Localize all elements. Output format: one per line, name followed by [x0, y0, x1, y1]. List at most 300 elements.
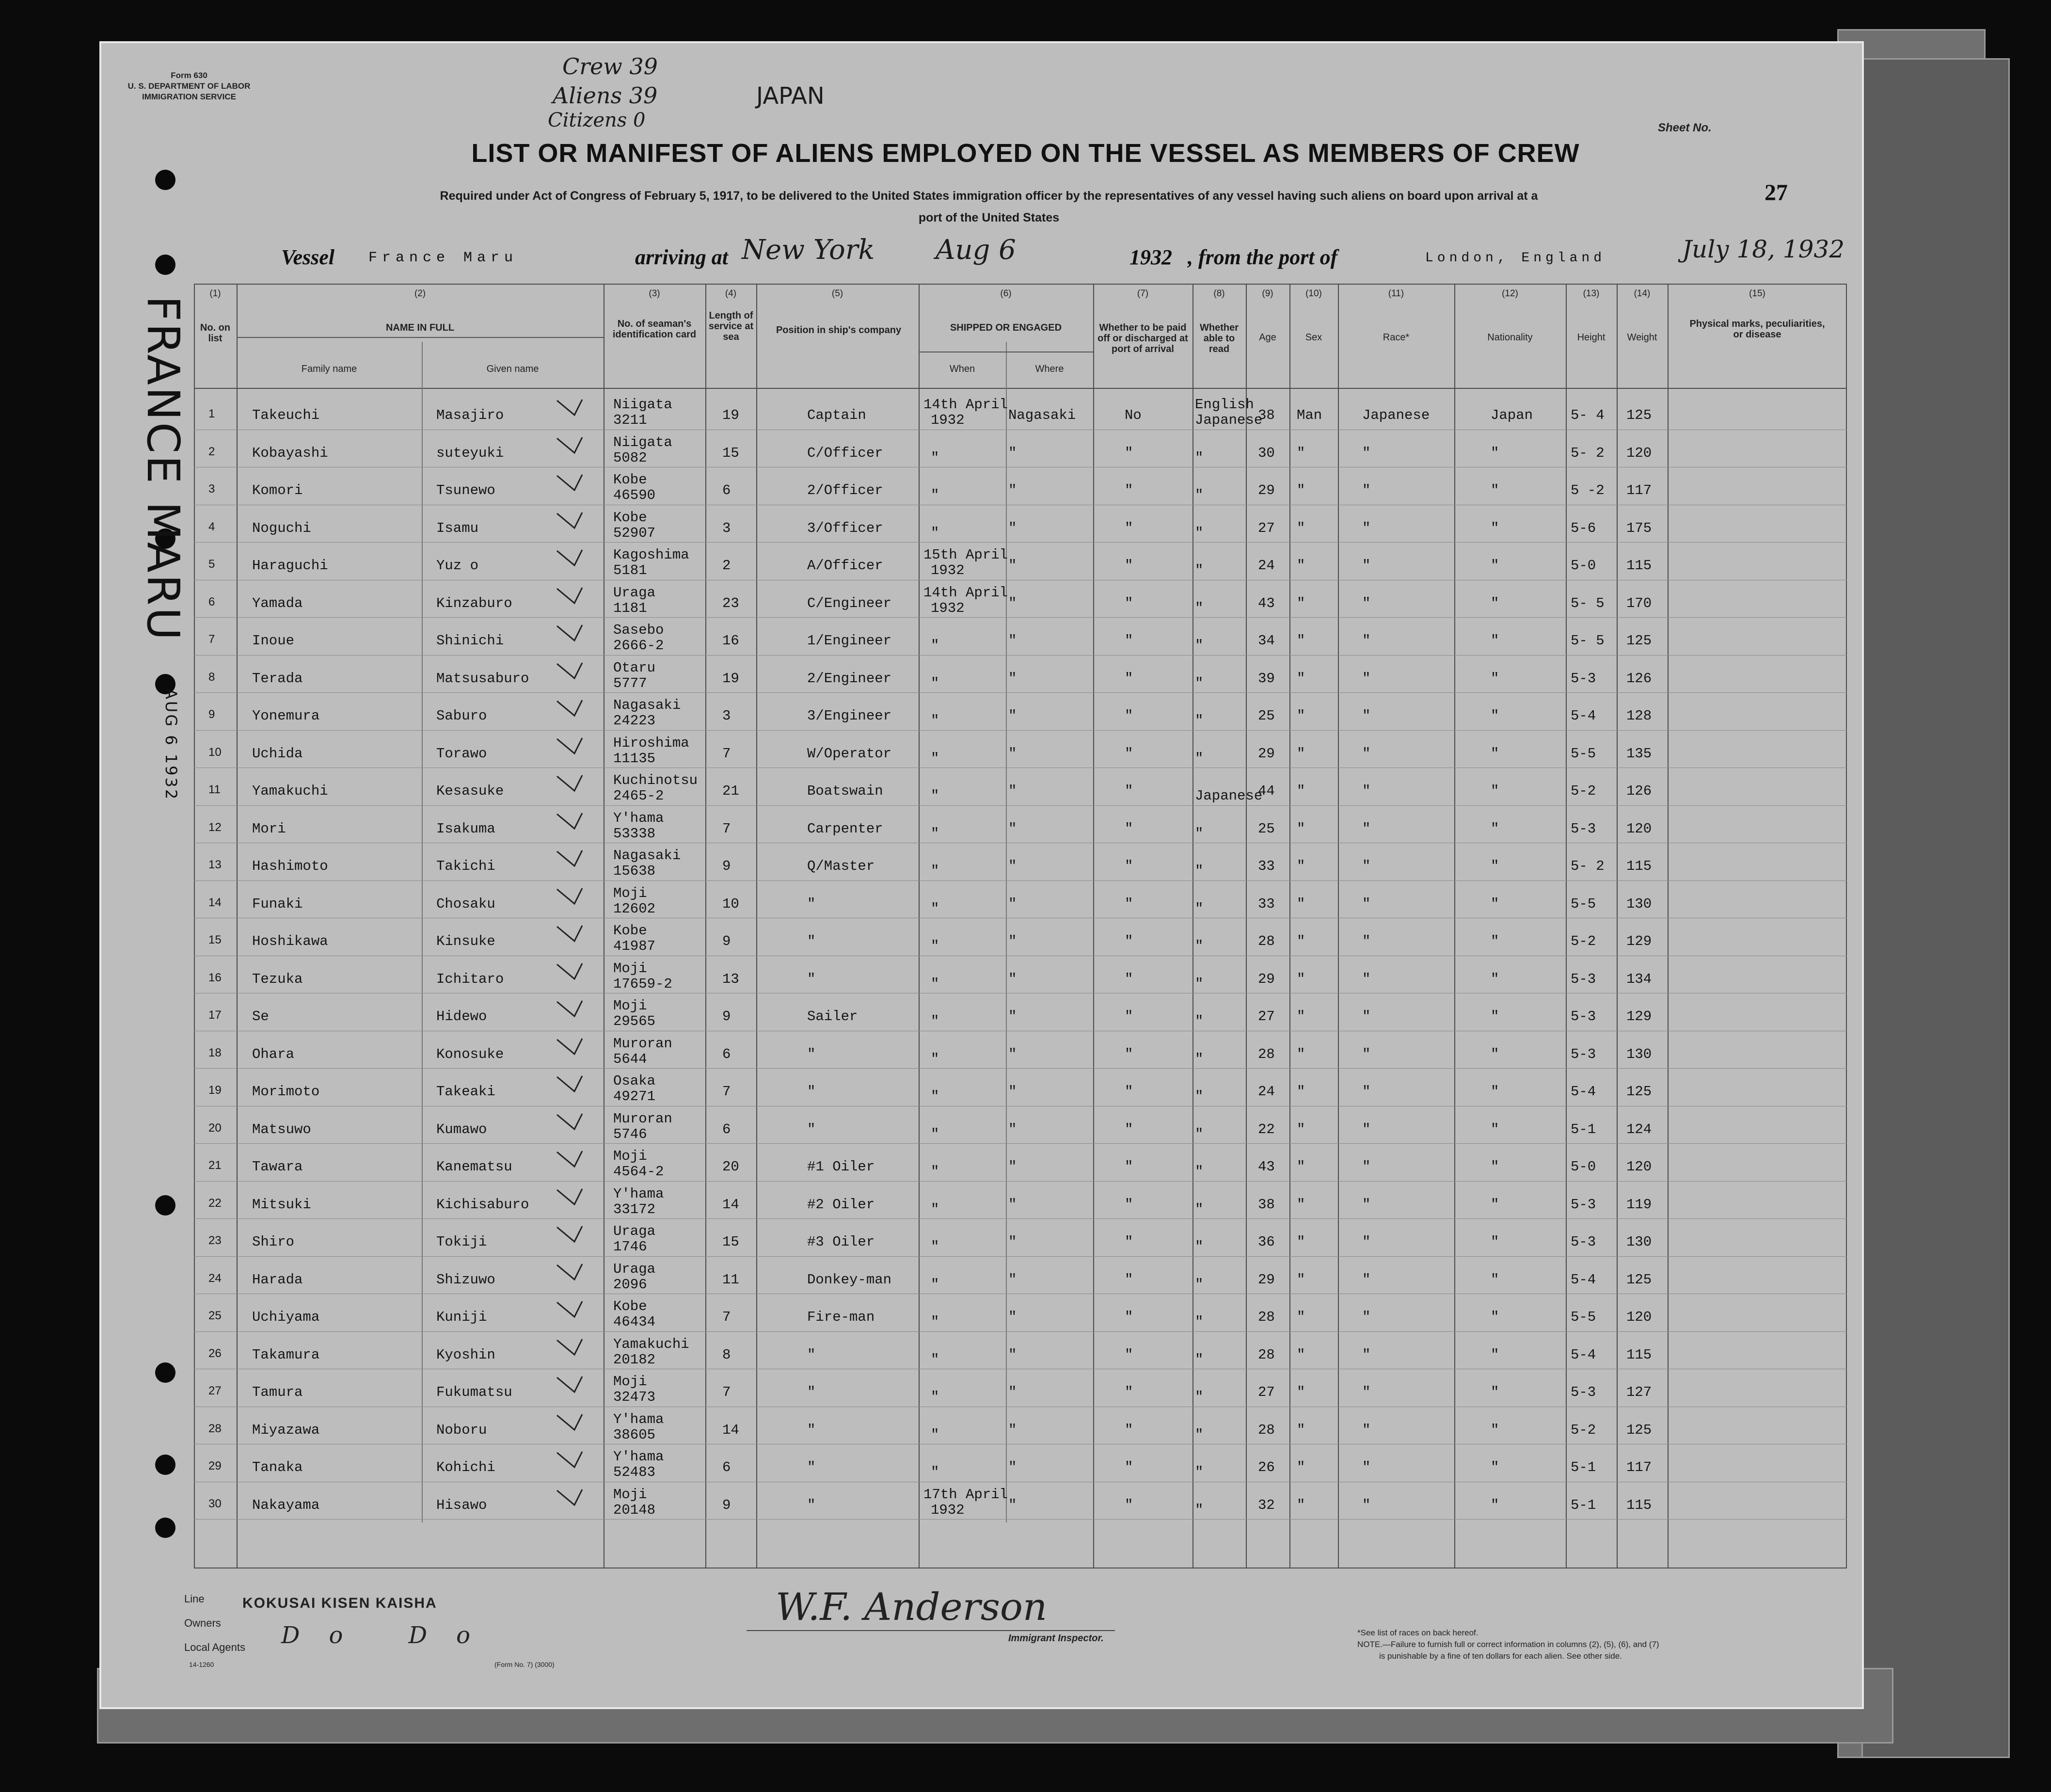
- id-card-number: 5644: [613, 1051, 647, 1067]
- given-name: Kuniji: [436, 1309, 487, 1325]
- id-card-number: 1181: [613, 600, 647, 616]
- family-name: Se: [252, 1008, 269, 1024]
- id-card-place: Y'hama: [613, 1411, 664, 1427]
- weight: 120: [1626, 445, 1652, 461]
- service-length: 11: [722, 1271, 739, 1288]
- weight: 117: [1626, 482, 1652, 498]
- id-card-number: 46590: [613, 487, 656, 503]
- race: Japanese: [1362, 407, 1430, 423]
- height: 5-4: [1571, 1271, 1596, 1288]
- table-row: [194, 581, 1847, 618]
- col-header-id-card: No. of seaman's identification card: [612, 319, 697, 340]
- agents-label: Local Agents: [184, 1641, 245, 1653]
- able-to-read-2: ": [1195, 825, 1204, 842]
- margin-date-stamp: AUG 6 1932: [162, 688, 180, 801]
- id-card-place: Moji: [613, 885, 647, 901]
- race: ": [1362, 1346, 1371, 1363]
- given-name: Takichi: [436, 858, 495, 874]
- table-row: [194, 1332, 1847, 1369]
- height: 5-1: [1571, 1497, 1596, 1513]
- sex: ": [1297, 933, 1305, 949]
- arrival-port: New York: [742, 234, 875, 266]
- given-name: Chosaku: [436, 896, 495, 912]
- row-number: 8: [208, 670, 215, 684]
- paid-off: ": [1125, 1196, 1133, 1213]
- service-length: 8: [722, 1346, 731, 1363]
- nationality: ": [1491, 896, 1499, 912]
- check-mark-icon: [555, 548, 584, 567]
- nationality: ": [1491, 1046, 1499, 1062]
- row-number: 29: [208, 1459, 222, 1472]
- row-number: 23: [208, 1234, 222, 1247]
- id-card-place: Kuchinotsu: [613, 772, 698, 788]
- col-num-15: (15): [1749, 288, 1765, 299]
- shipped-when-year: ": [931, 863, 939, 879]
- able-to-read-2: ": [1195, 1201, 1204, 1217]
- given-name: Torawo: [436, 745, 487, 762]
- weight: 129: [1626, 933, 1652, 949]
- shipped-when-date: 15th April: [923, 547, 1008, 563]
- shipped-when-year: ": [931, 1239, 939, 1255]
- family-name: Takeuchi: [252, 407, 320, 423]
- sex: ": [1297, 896, 1305, 912]
- given-name: Kichisaburo: [436, 1196, 529, 1213]
- height: 5- 5: [1571, 633, 1605, 649]
- race: ": [1362, 595, 1371, 611]
- id-card-place: Y'hama: [613, 1449, 664, 1465]
- table-row: [194, 881, 1847, 918]
- page-subtitle-2: port of the United States: [918, 211, 1060, 224]
- id-card-number: 38605: [613, 1426, 656, 1443]
- id-card-number: 5181: [613, 562, 647, 578]
- shipped-where: ": [1008, 1121, 1017, 1137]
- id-card-place: Y'hama: [613, 810, 664, 826]
- height: 5-3: [1571, 1008, 1596, 1024]
- sex: ": [1297, 1121, 1305, 1137]
- service-length: 3: [722, 520, 731, 536]
- agents-value: Do Do: [281, 1622, 500, 1649]
- col-num-9: (9): [1262, 288, 1273, 299]
- nationality: ": [1491, 633, 1499, 649]
- family-name: Uchiyama: [252, 1309, 320, 1325]
- id-card-number: 53338: [613, 825, 656, 842]
- check-mark-icon: [555, 1224, 584, 1244]
- paid-off: ": [1125, 1309, 1133, 1325]
- family-name: Shiro: [252, 1234, 295, 1250]
- id-card-place: Hiroshima: [613, 735, 689, 751]
- nationality: ": [1491, 1084, 1499, 1100]
- paid-off: ": [1125, 896, 1133, 912]
- nationality: ": [1491, 445, 1499, 461]
- height: 5- 2: [1571, 445, 1605, 461]
- table-row: [194, 431, 1847, 467]
- position: ": [807, 933, 816, 949]
- shipped-when-year: ": [931, 1051, 939, 1067]
- height: 5-1: [1571, 1459, 1596, 1475]
- shipped-where: ": [1008, 520, 1017, 536]
- shipped-when-year: 1932: [931, 1502, 965, 1518]
- table-row: [194, 506, 1847, 543]
- check-mark-icon: [555, 586, 584, 605]
- id-card-number: 52483: [613, 1464, 656, 1480]
- given-name: Yuz o: [436, 558, 479, 574]
- height: 5-4: [1571, 708, 1596, 724]
- age: 28: [1258, 1309, 1275, 1325]
- position: Q/Master: [807, 858, 875, 874]
- row-number: 16: [208, 971, 222, 984]
- sex: ": [1297, 1309, 1305, 1325]
- service-length: 23: [722, 595, 739, 611]
- given-name: Hisawo: [436, 1497, 487, 1513]
- service-length: 7: [722, 1309, 731, 1325]
- paid-off: ": [1125, 670, 1133, 687]
- races-note: *See list of races on back hereof.: [1357, 1628, 1479, 1637]
- id-card-place: Kobe: [613, 509, 647, 526]
- given-name: Tsunewo: [436, 482, 495, 498]
- nationality: ": [1491, 670, 1499, 687]
- nationality: ": [1491, 1121, 1499, 1137]
- nationality: ": [1491, 1497, 1499, 1513]
- paid-off: ": [1125, 1159, 1133, 1175]
- sex: ": [1297, 1459, 1305, 1475]
- given-name: Shinichi: [436, 633, 504, 649]
- row-number: 30: [208, 1497, 222, 1510]
- height: 5 -2: [1571, 482, 1605, 498]
- height: 5- 5: [1571, 595, 1605, 611]
- row-number: 22: [208, 1196, 222, 1210]
- id-card-number: 4564-2: [613, 1164, 664, 1180]
- shipped-where: ": [1008, 633, 1017, 649]
- shipped-when-year: 1932: [931, 412, 965, 428]
- given-name: Takeaki: [436, 1084, 495, 1100]
- row-number: 28: [208, 1422, 222, 1435]
- id-card-number: 2465-2: [613, 788, 664, 804]
- shipped-when-year: ": [931, 713, 939, 729]
- given-name: Matsusaburo: [436, 670, 529, 687]
- given-name: Kumawo: [436, 1121, 487, 1137]
- able-to-read-2: ": [1195, 1502, 1204, 1518]
- family-name: Yamakuchi: [252, 783, 328, 799]
- weight: 125: [1626, 407, 1652, 423]
- position: ": [807, 1084, 816, 1100]
- shipped-where: ": [1008, 1459, 1017, 1475]
- family-name: Tamura: [252, 1384, 303, 1400]
- shipped-where: ": [1008, 1196, 1017, 1213]
- id-card-place: Niigata: [613, 434, 672, 450]
- shipped-when-year: ": [931, 487, 939, 503]
- shipped-where: ": [1008, 595, 1017, 611]
- height: 5-4: [1571, 1346, 1596, 1363]
- race: ": [1362, 971, 1371, 987]
- nationality: ": [1491, 1346, 1499, 1363]
- col-num-4: (4): [725, 288, 737, 299]
- position: Donkey-man: [807, 1271, 892, 1288]
- row-number: 21: [208, 1159, 222, 1172]
- paid-off: ": [1125, 1346, 1133, 1363]
- weight: 128: [1626, 708, 1652, 724]
- row-number: 18: [208, 1046, 222, 1059]
- paid-off: No: [1125, 407, 1142, 423]
- id-card-number: 41987: [613, 938, 656, 954]
- position: ": [807, 1459, 816, 1475]
- col-header-name: NAME IN FULL: [385, 322, 455, 333]
- col-header-position: Position in ship's company: [776, 325, 902, 336]
- age: 32: [1258, 1497, 1275, 1513]
- position: ": [807, 1422, 816, 1438]
- check-mark-icon: [555, 511, 584, 530]
- check-mark-icon: [555, 1149, 584, 1168]
- id-card-place: Moji: [613, 1486, 647, 1503]
- paid-off: ": [1125, 1459, 1133, 1475]
- form-code-2: (Form No. 7) (3000): [494, 1661, 555, 1668]
- race: ": [1362, 1422, 1371, 1438]
- sex: ": [1297, 445, 1305, 461]
- service-length: 9: [722, 1008, 731, 1024]
- sex: ": [1297, 558, 1305, 574]
- given-name: Kinzaburo: [436, 595, 512, 611]
- race: ": [1362, 933, 1371, 949]
- service-length: 15: [722, 445, 739, 461]
- height: 5- 2: [1571, 858, 1605, 874]
- able-to-read-2: ": [1195, 449, 1204, 466]
- sex: ": [1297, 1046, 1305, 1062]
- sheet-number-label: Sheet No.: [1658, 121, 1712, 134]
- age: 34: [1258, 633, 1275, 649]
- check-mark-icon: [555, 398, 584, 417]
- fine-note: NOTE.—Failure to furnish full or correct information in columns (2), (5), (6), and (7): [1357, 1640, 1659, 1649]
- citizens-count: Citizens 0: [548, 109, 646, 131]
- paid-off: ": [1125, 1497, 1133, 1513]
- age: 25: [1258, 820, 1275, 837]
- paid-off: ": [1125, 445, 1133, 461]
- table-row: [194, 1144, 1847, 1181]
- col-header-paid-off: Whether to be paid off or discharged at port of arrival: [1097, 322, 1188, 354]
- paid-off: ": [1125, 1234, 1133, 1250]
- age: 39: [1258, 670, 1275, 687]
- weight: 175: [1626, 520, 1652, 536]
- nationality: ": [1491, 820, 1499, 837]
- paid-off: ": [1125, 1121, 1133, 1137]
- able-to-read-1: English: [1195, 397, 1254, 413]
- row-number: 9: [208, 708, 215, 721]
- row-number: 13: [208, 858, 222, 871]
- col-header-read: Whether able to read: [1200, 322, 1239, 354]
- table-row: [194, 656, 1847, 693]
- nationality: ": [1491, 708, 1499, 724]
- table-row: [194, 1069, 1847, 1106]
- service-length: 7: [722, 820, 731, 837]
- check-mark-icon: [555, 473, 584, 492]
- position: W/Operator: [807, 745, 892, 762]
- weight: 115: [1626, 858, 1652, 874]
- row-number: 2: [208, 445, 215, 458]
- table-row: [194, 1107, 1847, 1144]
- shipped-when-year: ": [931, 750, 939, 767]
- family-name: Komori: [252, 482, 303, 498]
- sex: ": [1297, 745, 1305, 762]
- given-name: Shizuwo: [436, 1271, 495, 1288]
- id-card-number: 1746: [613, 1239, 647, 1255]
- family-name: Miyazawa: [252, 1422, 320, 1438]
- id-card-place: Moji: [613, 1148, 647, 1164]
- weight: 130: [1626, 1234, 1652, 1250]
- check-mark-icon: [555, 886, 584, 906]
- weight: 115: [1626, 1497, 1652, 1513]
- given-name: Tokiji: [436, 1234, 487, 1250]
- age: 29: [1258, 971, 1275, 987]
- table-row: [194, 1408, 1847, 1444]
- weight: 130: [1626, 1046, 1652, 1062]
- given-name: Kohichi: [436, 1459, 495, 1475]
- family-name: Yonemura: [252, 708, 320, 724]
- weight: 130: [1626, 896, 1652, 912]
- col-num-3: (3): [649, 288, 660, 299]
- service-length: 14: [722, 1196, 739, 1213]
- row-number: 20: [208, 1121, 222, 1135]
- age: 33: [1258, 858, 1275, 874]
- paid-off: ": [1125, 482, 1133, 498]
- col-header-sex: Sex: [1305, 332, 1322, 343]
- shipped-where: ": [1008, 1346, 1017, 1363]
- age: 28: [1258, 1046, 1275, 1062]
- position: ": [807, 1346, 816, 1363]
- race: ": [1362, 783, 1371, 799]
- position: C/Officer: [807, 445, 883, 461]
- id-card-place: Niigata: [613, 397, 672, 413]
- paid-off: ": [1125, 783, 1133, 799]
- check-mark-icon: [555, 1337, 584, 1357]
- table-row: [194, 731, 1847, 768]
- shipped-when-year: ": [931, 638, 939, 654]
- table-row: [194, 693, 1847, 730]
- age: 27: [1258, 1384, 1275, 1400]
- shipped-when-year: ": [931, 1314, 939, 1330]
- id-card-place: Uraga: [613, 584, 656, 601]
- from-port-label: , from the port of: [1188, 245, 1338, 269]
- family-name: Ohara: [252, 1046, 295, 1062]
- weight: 124: [1626, 1121, 1652, 1137]
- check-mark-icon: [555, 924, 584, 943]
- table-row: [194, 768, 1847, 805]
- able-to-read-2: ": [1195, 1389, 1204, 1405]
- able-to-read-2: ": [1195, 1126, 1204, 1142]
- service-length: 16: [722, 633, 739, 649]
- race: ": [1362, 820, 1371, 837]
- service-length: 6: [722, 1121, 731, 1137]
- paid-off: ": [1125, 1271, 1133, 1288]
- shipped-when-year: 1932: [931, 562, 965, 578]
- table-row: [194, 919, 1847, 956]
- service-length: 19: [722, 407, 739, 423]
- arrival-year: 1932: [1129, 245, 1172, 269]
- position: C/Engineer: [807, 595, 892, 611]
- nationality: ": [1491, 1008, 1499, 1024]
- position: Boatswain: [807, 783, 883, 799]
- able-to-read-2: ": [1195, 713, 1204, 729]
- race: ": [1362, 1271, 1371, 1288]
- nationality: ": [1491, 858, 1499, 874]
- paid-off: ": [1125, 933, 1133, 949]
- shipped-when-year: 1932: [931, 600, 965, 616]
- family-name: Tanaka: [252, 1459, 303, 1475]
- inspector-label: Immigrant Inspector.: [1008, 1633, 1104, 1644]
- department-name: U. S. DEPARTMENT OF LABOR: [127, 81, 251, 91]
- race: ": [1362, 482, 1371, 498]
- position: ": [807, 1384, 816, 1400]
- id-card-number: 17659-2: [613, 976, 672, 992]
- shipped-when-date: 14th April: [923, 584, 1008, 601]
- id-card-place: Muroran: [613, 1035, 672, 1052]
- height: 5-6: [1571, 520, 1596, 536]
- check-mark-icon: [555, 1299, 584, 1319]
- height: 5-0: [1571, 558, 1596, 574]
- nationality: ": [1491, 1196, 1499, 1213]
- age: 28: [1258, 1346, 1275, 1363]
- position: ": [807, 971, 816, 987]
- row-number: 3: [208, 482, 215, 496]
- able-to-read-2: ": [1195, 487, 1204, 503]
- race: ": [1362, 1459, 1371, 1475]
- nationality: ": [1491, 1422, 1499, 1438]
- id-card-place: Y'hama: [613, 1185, 664, 1202]
- age: 26: [1258, 1459, 1275, 1475]
- fine-note-2: is punishable by a fine of ten dollars for each alien. See other side.: [1379, 1651, 1622, 1661]
- id-card-number: 24223: [613, 713, 656, 729]
- shipped-when-year: ": [931, 449, 939, 466]
- height: 5- 4: [1571, 407, 1605, 423]
- service-length: 6: [722, 482, 731, 498]
- id-card-number: 2666-2: [613, 638, 664, 654]
- service-length: 7: [722, 1384, 731, 1400]
- shipped-when-year: ": [931, 1088, 939, 1104]
- id-card-place: Sasebo: [613, 622, 664, 638]
- family-name: Terada: [252, 670, 303, 687]
- check-mark-icon: [555, 1187, 584, 1206]
- col-num-11: (11): [1388, 288, 1404, 299]
- weight: 117: [1626, 1459, 1652, 1475]
- shipped-where: ": [1008, 896, 1017, 912]
- position: Fire-man: [807, 1309, 875, 1325]
- row-number: 26: [208, 1346, 222, 1360]
- service-length: 6: [722, 1459, 731, 1475]
- age: 28: [1258, 1422, 1275, 1438]
- nationality: ": [1491, 933, 1499, 949]
- nationality: ": [1491, 1459, 1499, 1475]
- able-to-read-2: ": [1195, 900, 1204, 917]
- sex: ": [1297, 482, 1305, 498]
- given-name: Isakuma: [436, 820, 495, 837]
- height: 5-2: [1571, 783, 1596, 799]
- race: ": [1362, 633, 1371, 649]
- col-num-10: (10): [1305, 288, 1322, 299]
- age: 29: [1258, 482, 1275, 498]
- paid-off: ": [1125, 708, 1133, 724]
- able-to-read-2: ": [1195, 938, 1204, 954]
- weight: 115: [1626, 1346, 1652, 1363]
- height: 5-3: [1571, 670, 1596, 687]
- given-name: Fukumatsu: [436, 1384, 512, 1400]
- able-to-read-2: Japanese: [1195, 412, 1263, 428]
- col-num-13: (13): [1583, 288, 1600, 299]
- age: 29: [1258, 745, 1275, 762]
- id-card-number: 20182: [613, 1351, 656, 1368]
- shipped-where: ": [1008, 1159, 1017, 1175]
- id-card-place: Kagoshima: [613, 547, 689, 563]
- weight: 126: [1626, 670, 1652, 687]
- given-name: Kyoshin: [436, 1346, 495, 1363]
- check-mark-icon: [555, 1074, 584, 1093]
- id-card-place: Nagasaki: [613, 848, 681, 864]
